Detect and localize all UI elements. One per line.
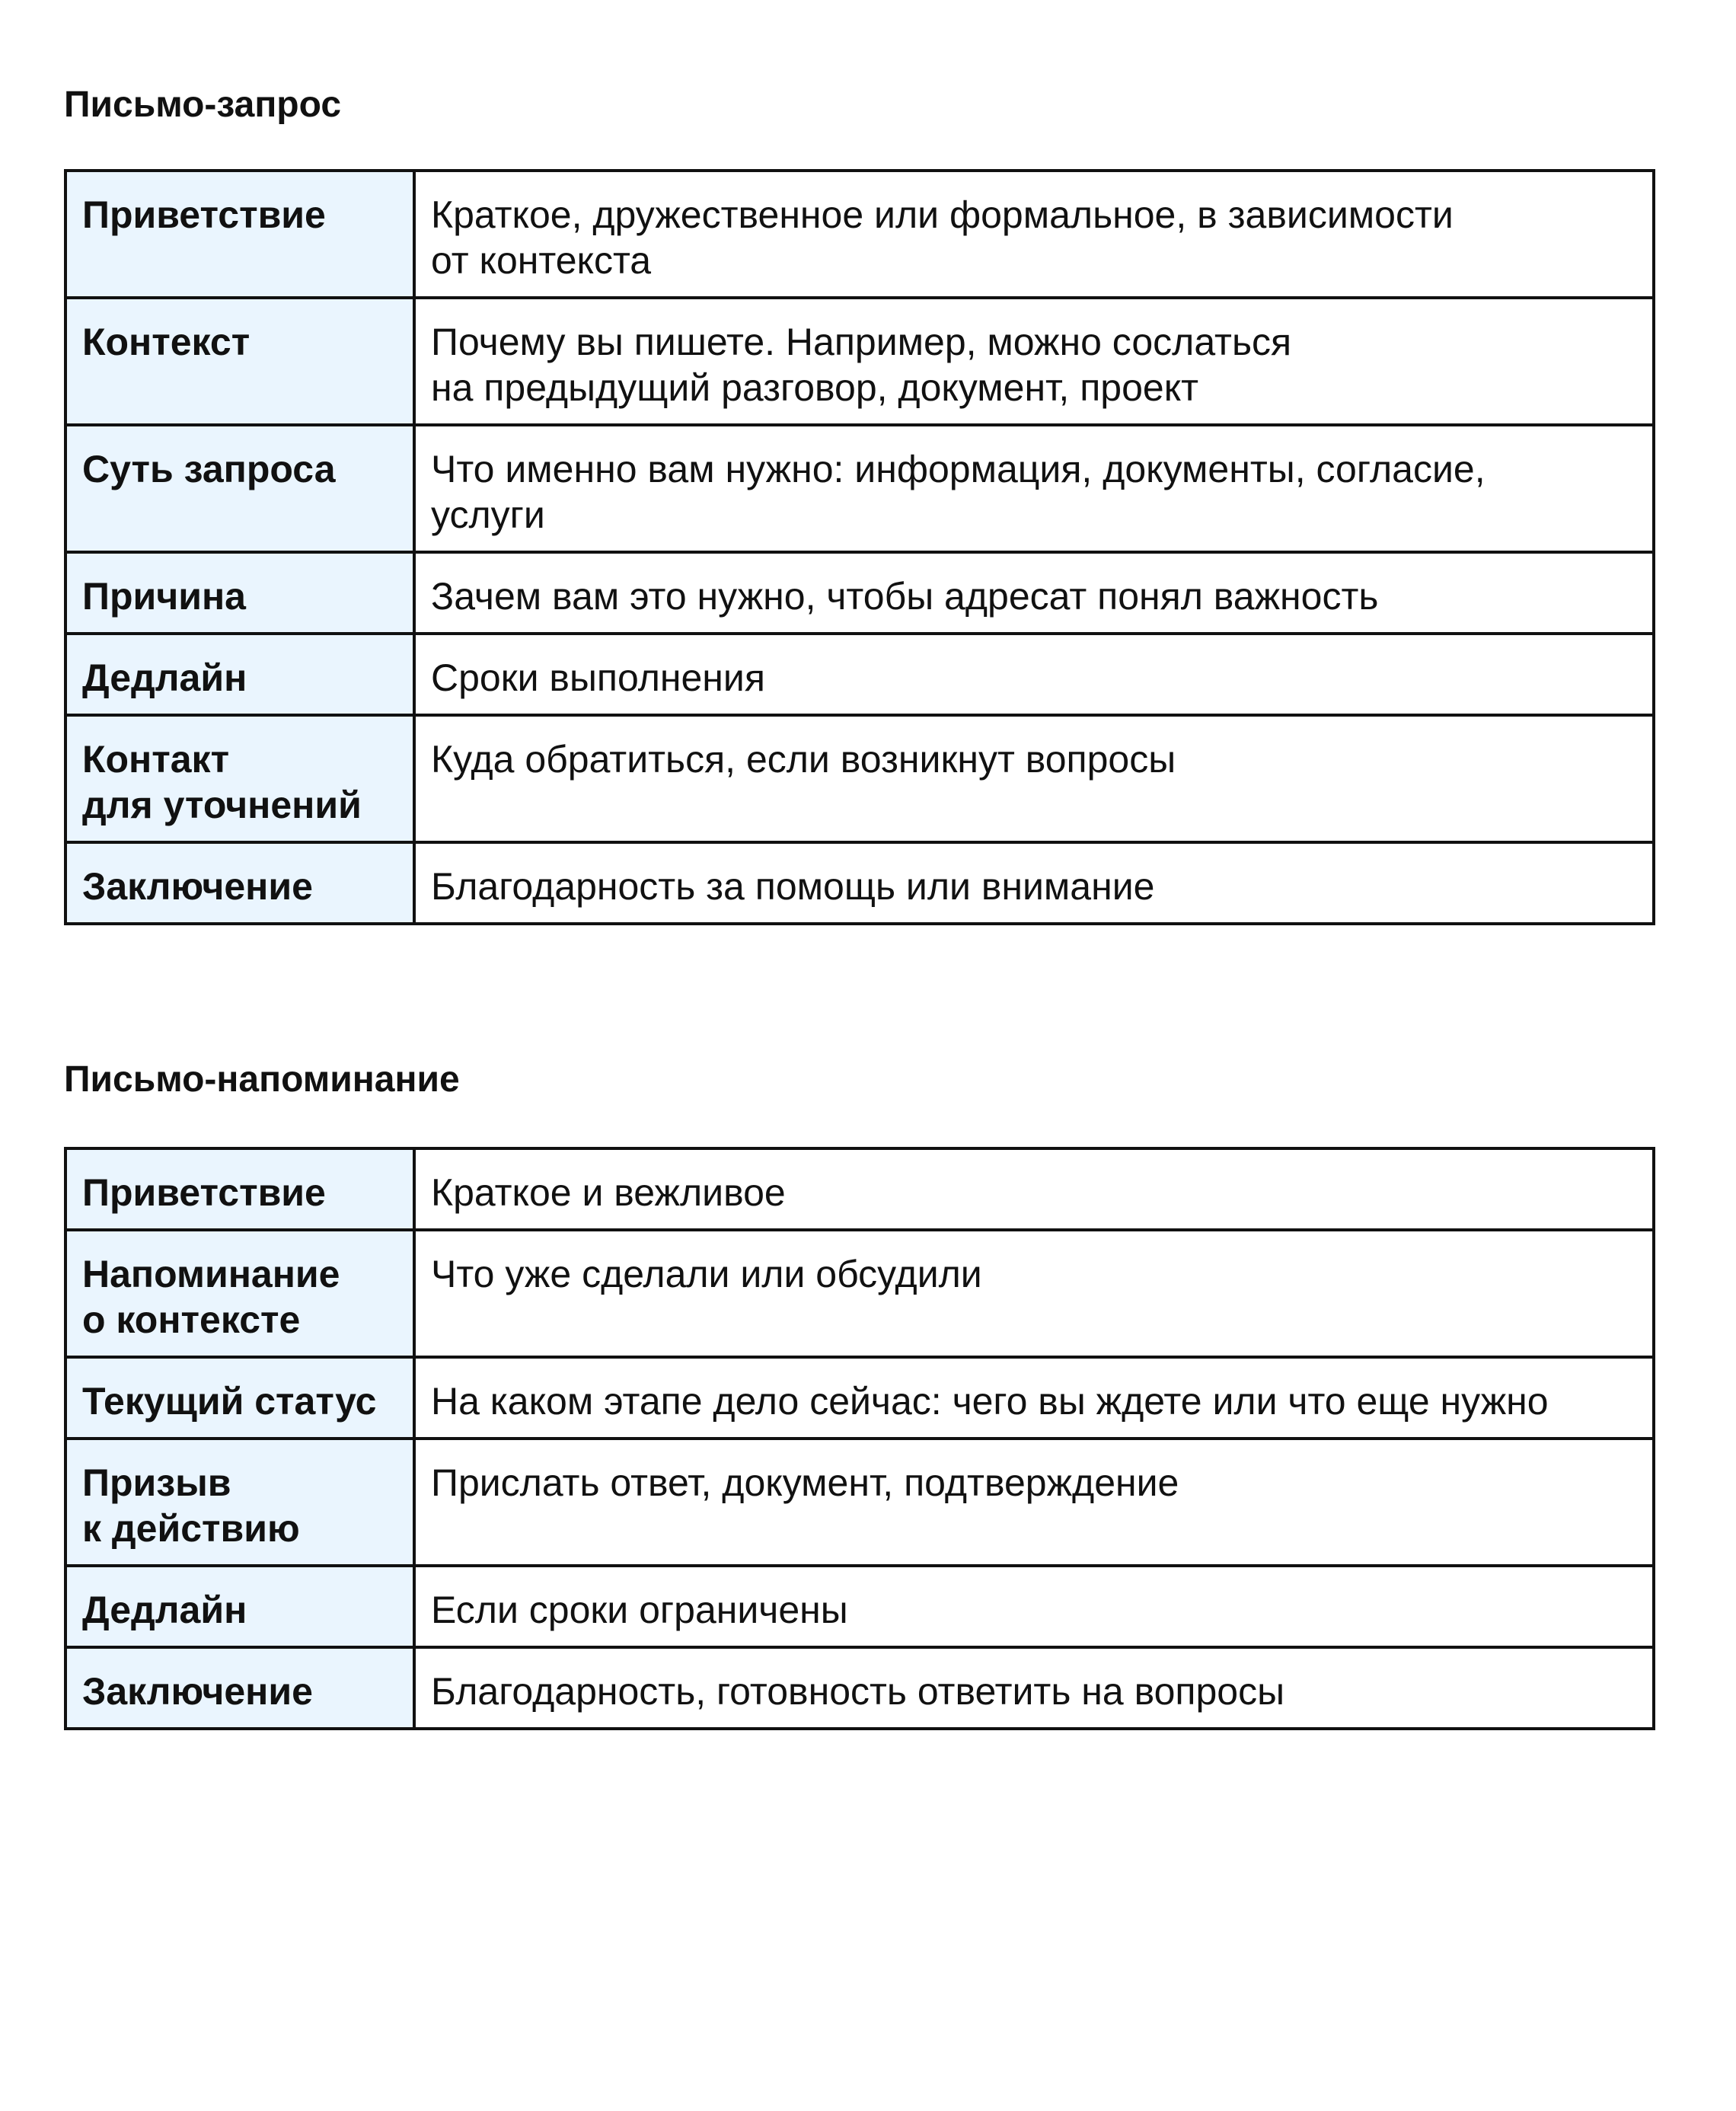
row-key-cell: [65, 842, 414, 924]
row-value-cell: [414, 842, 1654, 924]
row-value-cell: [414, 1357, 1654, 1439]
row-key: Суть запроса: [82, 448, 336, 490]
table-row: [65, 552, 1654, 634]
table-row: [65, 1357, 1654, 1439]
row-key: Причина: [82, 575, 246, 618]
row-value: от контекста: [431, 239, 652, 282]
row-key-cell: [65, 1357, 414, 1439]
request-letter-table: [64, 169, 1655, 925]
table-row: [65, 715, 1654, 842]
row-value: Что именно вам нужно: информация, документы, согласие,: [431, 448, 1485, 490]
row-key-cell: [65, 552, 414, 634]
row-value: на предыдущий разговор, документ, проект: [431, 366, 1199, 409]
row-value: Почему вы пишете. Например, можно сослаться: [431, 321, 1292, 363]
table-row: [65, 171, 1654, 298]
row-key: о контексте: [82, 1298, 301, 1341]
row-key-cell: [65, 1566, 414, 1647]
row-key: Дедлайн: [82, 1589, 247, 1631]
section-title-reminder: Письмо-напоминание: [64, 1059, 460, 1100]
row-key: для уточнений: [82, 784, 362, 826]
row-value-cell: [414, 1566, 1654, 1647]
row-value-cell: [414, 298, 1654, 425]
table-row: [65, 1647, 1654, 1729]
table-row: [65, 1566, 1654, 1647]
row-value: Благодарность за помощь или внимание: [431, 865, 1155, 908]
row-value-cell: [414, 552, 1654, 634]
table-row: [65, 634, 1654, 715]
row-key: Призыв: [82, 1461, 231, 1504]
row-value: Если сроки ограничены: [431, 1589, 848, 1631]
row-value: Что уже сделали или обсудили: [431, 1253, 982, 1295]
row-value: Благодарность, готовность ответить на вопросы: [431, 1670, 1285, 1713]
row-key: Заключение: [82, 1670, 313, 1713]
row-key-cell: [65, 425, 414, 552]
row-value-cell: [414, 715, 1654, 842]
row-value: Прислать ответ, документ, подтверждение: [431, 1461, 1179, 1504]
row-value: Куда обратиться, если возникнут вопросы: [431, 738, 1176, 781]
row-value-cell: [414, 1647, 1654, 1729]
row-value: Сроки выполнения: [431, 656, 765, 699]
row-key-cell: [65, 1647, 414, 1729]
table-row: [65, 1230, 1654, 1357]
row-value-cell: [414, 425, 1654, 552]
table-row: [65, 1439, 1654, 1566]
table-row: [65, 1148, 1654, 1230]
reminder-letter-table: [64, 1147, 1655, 1730]
row-key: к действию: [82, 1507, 300, 1550]
row-value: Краткое, дружественное или формальное, в зависимости: [431, 193, 1454, 236]
section-title-request: Письмо-запрос: [64, 85, 342, 125]
row-value: Краткое и вежливое: [431, 1171, 786, 1214]
row-key: Напоминание: [82, 1253, 340, 1295]
table-row: [65, 298, 1654, 425]
row-key: Текущий статус: [82, 1380, 377, 1423]
table-row: [65, 425, 1654, 552]
row-value-cell: [414, 1230, 1654, 1357]
row-value-cell: [414, 1439, 1654, 1566]
row-key-cell: [65, 1148, 414, 1230]
row-key-cell: [65, 634, 414, 715]
row-value: услуги: [431, 493, 545, 536]
row-key: Заключение: [82, 865, 313, 908]
row-key-cell: [65, 298, 414, 425]
row-value-cell: [414, 634, 1654, 715]
row-key: Дедлайн: [82, 656, 247, 699]
row-key: Приветствие: [82, 193, 326, 236]
row-key-cell: [65, 715, 414, 842]
table-row: [65, 842, 1654, 924]
row-key-cell: [65, 1439, 414, 1566]
row-key: Контекст: [82, 321, 251, 363]
row-key: Приветствие: [82, 1171, 326, 1214]
row-value: На каком этапе дело сейчас: чего вы ждете или что еще нужно: [431, 1380, 1549, 1423]
row-key-cell: [65, 1230, 414, 1357]
row-value-cell: [414, 1148, 1654, 1230]
row-key-cell: [65, 171, 414, 298]
row-key: Контакт: [82, 738, 230, 781]
row-value: Зачем вам это нужно, чтобы адресат понял важность: [431, 575, 1379, 618]
row-value-cell: [414, 171, 1654, 298]
